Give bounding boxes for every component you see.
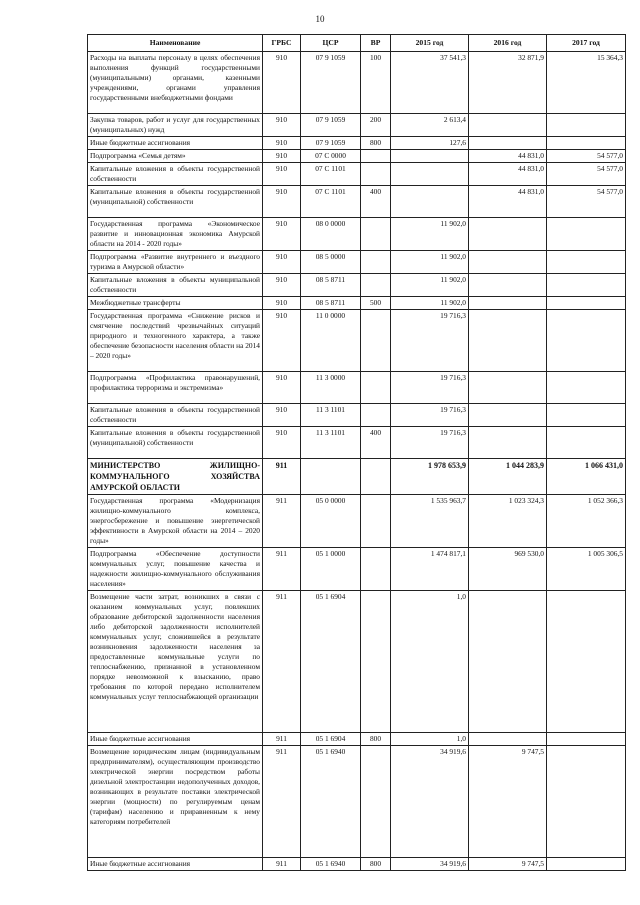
cell-2017 — [547, 251, 626, 274]
cell-name: Возмещение юридическим лицам (индивидуальным предпринимателям), осуществляющим производство электрической энергии посредством работы дизельной электростанции недополученных доходов, возникающих в результате поставки электрической энергии (мощности) по регулируемым ценам (тарифам) населению и приравненным к нему категориям потребителей — [88, 746, 263, 858]
cell-2017: 54 577,0 — [547, 163, 626, 186]
table-row — [88, 548, 626, 591]
cell-2015: 34 919,6 — [391, 858, 469, 871]
cell-2017: 54 577,0 — [547, 186, 626, 218]
cell-grbs: 910 — [263, 150, 301, 163]
cell-grbs: 910 — [263, 427, 301, 459]
cell-name: Государственная программа «Экономическое развитие и инновационная экономика Амурской области на 2014 - 2020 годы» — [88, 218, 263, 251]
cell-csr: 11 3 1101 — [301, 404, 361, 427]
cell-csr: 05 1 0000 — [301, 548, 361, 591]
cell-name: Расходы на выплаты персоналу в целях обеспечения выполнения функций государственными (муниципальными) органами, казенными учреждениями, органами управления государственными внебюджетными фондами — [88, 52, 263, 114]
cell-csr: 11 3 1101 — [301, 427, 361, 459]
cell-2017: 1 005 306,5 — [547, 548, 626, 591]
cell-2017 — [547, 297, 626, 310]
cell-vr — [361, 404, 391, 427]
cell-csr: 05 1 6940 — [301, 858, 361, 871]
cell-grbs: 911 — [263, 591, 301, 733]
cell-2017 — [547, 858, 626, 871]
cell-2016: 44 831,0 — [469, 150, 547, 163]
cell-name: МИНИСТЕРСТВО ЖИЛИЩНО-КОММУНАЛЬНОГО ХОЗЯЙСТВА АМУРСКОЙ ОБЛАСТИ — [88, 459, 263, 495]
table-row — [88, 163, 626, 186]
cell-2016: 32 871,9 — [469, 52, 547, 114]
cell-csr: 05 0 0000 — [301, 495, 361, 548]
table-body — [88, 52, 626, 871]
header-name: Наименование — [88, 35, 263, 52]
table-row — [88, 459, 626, 495]
header-csr: ЦСР — [301, 35, 361, 52]
cell-vr — [361, 251, 391, 274]
cell-vr — [361, 548, 391, 591]
cell-grbs: 910 — [263, 372, 301, 404]
cell-name: Иные бюджетные ассигнования — [88, 858, 263, 871]
table-row — [88, 858, 626, 871]
table-row — [88, 427, 626, 459]
cell-2016 — [469, 310, 547, 372]
cell-vr: 800 — [361, 733, 391, 746]
cell-vr: 800 — [361, 137, 391, 150]
cell-2017 — [547, 372, 626, 404]
cell-2015: 11 902,0 — [391, 251, 469, 274]
cell-2015: 37 541,3 — [391, 52, 469, 114]
table-row — [88, 746, 626, 858]
cell-name: Капитальные вложения в объекты муниципальной собственности — [88, 274, 263, 297]
table-row — [88, 52, 626, 114]
cell-grbs: 911 — [263, 495, 301, 548]
cell-csr — [301, 459, 361, 495]
cell-2015: 11 902,0 — [391, 274, 469, 297]
cell-vr — [361, 150, 391, 163]
cell-vr — [361, 372, 391, 404]
cell-2017 — [547, 404, 626, 427]
cell-csr: 07 9 1059 — [301, 114, 361, 137]
header-2016: 2016 год — [469, 35, 547, 52]
table-row — [88, 218, 626, 251]
cell-vr: 400 — [361, 427, 391, 459]
cell-csr: 07 С 0000 — [301, 150, 361, 163]
cell-2017 — [547, 218, 626, 251]
cell-csr: 08 5 0000 — [301, 251, 361, 274]
cell-2015: 1,0 — [391, 591, 469, 733]
cell-grbs: 910 — [263, 186, 301, 218]
cell-name: Государственная программа «Модернизация жилищно-коммунального комплекса, энергосбережение и повышение энергетической эффективности в Амурской области на 2014 – 2020 годы» — [88, 495, 263, 548]
cell-csr: 07 9 1059 — [301, 137, 361, 150]
cell-2015: 127,6 — [391, 137, 469, 150]
cell-2016: 9 747,5 — [469, 746, 547, 858]
cell-grbs: 910 — [263, 310, 301, 372]
cell-csr: 08 5 8711 — [301, 297, 361, 310]
cell-vr — [361, 310, 391, 372]
cell-grbs: 911 — [263, 459, 301, 495]
cell-2016 — [469, 137, 547, 150]
cell-vr — [361, 163, 391, 186]
cell-grbs: 910 — [263, 251, 301, 274]
cell-2017 — [547, 137, 626, 150]
table-row — [88, 310, 626, 372]
cell-grbs: 911 — [263, 858, 301, 871]
cell-2016 — [469, 733, 547, 746]
cell-name: Капитальные вложения в объекты государственной (муниципальной) собственности — [88, 427, 263, 459]
cell-csr: 08 0 0000 — [301, 218, 361, 251]
cell-2015: 19 716,3 — [391, 404, 469, 427]
cell-2016 — [469, 114, 547, 137]
table-row — [88, 297, 626, 310]
cell-vr — [361, 459, 391, 495]
cell-2016 — [469, 591, 547, 733]
cell-grbs: 910 — [263, 137, 301, 150]
cell-csr: 07 С 1101 — [301, 163, 361, 186]
cell-name: Иные бюджетные ассигнования — [88, 137, 263, 150]
cell-grbs: 910 — [263, 163, 301, 186]
cell-csr: 07 С 1101 — [301, 186, 361, 218]
table-row — [88, 251, 626, 274]
table-row — [88, 150, 626, 163]
cell-2016 — [469, 297, 547, 310]
cell-vr: 400 — [361, 186, 391, 218]
page-number: 10 — [315, 14, 325, 24]
cell-csr: 08 5 8711 — [301, 274, 361, 297]
cell-grbs: 910 — [263, 218, 301, 251]
cell-2015: 1 535 963,7 — [391, 495, 469, 548]
cell-csr: 11 0 0000 — [301, 310, 361, 372]
cell-2015: 1 474 817,1 — [391, 548, 469, 591]
cell-2015: 19 716,3 — [391, 310, 469, 372]
table-row — [88, 137, 626, 150]
cell-name: Капитальные вложения в объекты государственной собственности — [88, 404, 263, 427]
table-row — [88, 114, 626, 137]
cell-2016 — [469, 427, 547, 459]
header-2017: 2017 год — [547, 35, 626, 52]
cell-grbs: 910 — [263, 274, 301, 297]
cell-name: Подпрограмма «Профилактика правонарушений, профилактика терроризма и экстремизма» — [88, 372, 263, 404]
cell-vr — [361, 218, 391, 251]
cell-name: Подпрограмма «Семья детям» — [88, 150, 263, 163]
cell-2017 — [547, 591, 626, 733]
cell-2017: 1 066 431,0 — [547, 459, 626, 495]
cell-2015 — [391, 163, 469, 186]
cell-grbs: 911 — [263, 548, 301, 591]
cell-2015: 34 919,6 — [391, 746, 469, 858]
cell-grbs: 910 — [263, 114, 301, 137]
table-row — [88, 274, 626, 297]
cell-2015: 2 613,4 — [391, 114, 469, 137]
budget-table — [87, 34, 626, 871]
cell-vr — [361, 274, 391, 297]
cell-vr — [361, 591, 391, 733]
cell-vr — [361, 746, 391, 858]
cell-grbs: 910 — [263, 404, 301, 427]
cell-2017: 1 052 366,3 — [547, 495, 626, 548]
cell-name: Капитальные вложения в объекты государственной (муниципальной) собственности — [88, 186, 263, 218]
header-vr: ВР — [361, 35, 391, 52]
cell-vr: 200 — [361, 114, 391, 137]
cell-vr: 500 — [361, 297, 391, 310]
table-row — [88, 733, 626, 746]
table-header-row — [88, 35, 626, 52]
cell-csr: 05 1 6940 — [301, 746, 361, 858]
cell-2016: 969 530,0 — [469, 548, 547, 591]
table-row — [88, 495, 626, 548]
cell-2017 — [547, 310, 626, 372]
cell-2016: 1 023 324,3 — [469, 495, 547, 548]
cell-name: Межбюджетные трансферты — [88, 297, 263, 310]
cell-grbs: 910 — [263, 52, 301, 114]
cell-2017 — [547, 427, 626, 459]
table-row — [88, 186, 626, 218]
header-grbs: ГРБС — [263, 35, 301, 52]
cell-name: Закупка товаров, работ и услуг для государственных (муниципальных) нужд — [88, 114, 263, 137]
cell-2015: 1 978 653,9 — [391, 459, 469, 495]
cell-name: Государственная программа «Снижение рисков и смягчение последствий чрезвычайных ситуаций природного и техногенного характера, а также обеспечение безопасности населения области на 2014 – 2020 годы» — [88, 310, 263, 372]
cell-2017 — [547, 733, 626, 746]
table-row — [88, 404, 626, 427]
cell-2017: 54 577,0 — [547, 150, 626, 163]
cell-2016 — [469, 274, 547, 297]
cell-2016 — [469, 251, 547, 274]
cell-name: Иные бюджетные ассигнования — [88, 733, 263, 746]
cell-2017: 15 364,3 — [547, 52, 626, 114]
cell-2017 — [547, 114, 626, 137]
cell-csr: 05 1 6904 — [301, 591, 361, 733]
cell-vr — [361, 495, 391, 548]
header-2015: 2015 год — [391, 35, 469, 52]
cell-2016 — [469, 218, 547, 251]
cell-name: Капитальные вложения в объекты государственной собственности — [88, 163, 263, 186]
cell-2015 — [391, 150, 469, 163]
cell-2016 — [469, 404, 547, 427]
cell-2017 — [547, 746, 626, 858]
cell-csr: 07 9 1059 — [301, 52, 361, 114]
table-row — [88, 591, 626, 733]
cell-2016: 1 044 283,9 — [469, 459, 547, 495]
cell-2015: 11 902,0 — [391, 218, 469, 251]
cell-name: Подпрограмма «Обеспечение доступности коммунальных услуг, повышение качества и надежности жилищно-коммунального обслуживания населения» — [88, 548, 263, 591]
cell-csr: 05 1 6904 — [301, 733, 361, 746]
cell-2015: 19 716,3 — [391, 372, 469, 404]
cell-vr: 800 — [361, 858, 391, 871]
cell-grbs: 911 — [263, 746, 301, 858]
cell-2016 — [469, 372, 547, 404]
cell-2015: 11 902,0 — [391, 297, 469, 310]
cell-2015: 1,0 — [391, 733, 469, 746]
cell-2016: 44 831,0 — [469, 163, 547, 186]
cell-csr: 11 3 0000 — [301, 372, 361, 404]
cell-2015 — [391, 186, 469, 218]
cell-name: Подпрограмма «Развитие внутреннего и въездного туризма в Амурской области» — [88, 251, 263, 274]
cell-2016: 44 831,0 — [469, 186, 547, 218]
cell-2017 — [547, 274, 626, 297]
cell-vr: 100 — [361, 52, 391, 114]
table-row — [88, 372, 626, 404]
cell-2015: 19 716,3 — [391, 427, 469, 459]
cell-grbs: 910 — [263, 297, 301, 310]
cell-2016: 9 747,5 — [469, 858, 547, 871]
cell-name: Возмещение части затрат, возникших в связи с оказанием коммунальных услуг, повлекших образование дебиторской задолженности населения либо дебиторской задолженности исполнителей коммунальных услуг, сложившейся в результате возникновения задолженности населения за предоставленные коммунальные услуги по теплоснабжению, признанной в установленном порядке невозможной к взысканию, право требования по которой передано исполнителем коммунальных услуг теплоснабжающей организации — [88, 591, 263, 733]
cell-grbs: 911 — [263, 733, 301, 746]
